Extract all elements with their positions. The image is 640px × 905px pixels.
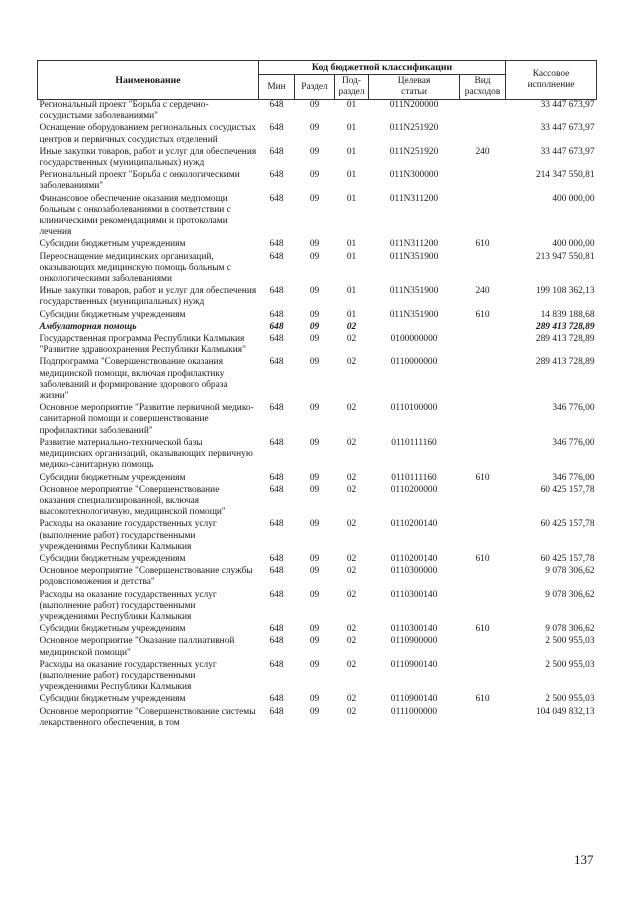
row-expense-type: [460, 438, 506, 473]
row-section: 09: [309, 286, 320, 297]
row-expense-type: 610: [475, 309, 490, 320]
header-name: Наименование: [38, 61, 259, 100]
row-expense-type: [460, 403, 506, 438]
row-target: 0110200140: [390, 519, 438, 530]
row-section: 09: [309, 100, 320, 110]
row-section: 09: [309, 589, 320, 600]
row-expense-type: 240: [475, 146, 490, 157]
row-subsection: 02: [346, 403, 357, 414]
header-subsection-text: Под- раздел: [338, 76, 365, 97]
table-row: [38, 322, 597, 334]
row-subsection: 01: [346, 146, 357, 157]
header-target: [369, 75, 460, 100]
table-header: [38, 61, 597, 100]
row-target: 0110200140: [390, 553, 438, 564]
row-amount: 289 413 728,89: [535, 321, 595, 332]
table-row: [38, 438, 597, 473]
row-target: 011N251920: [389, 123, 439, 134]
row-amount: 2 500 955,03: [545, 636, 595, 647]
row-min: 648: [269, 309, 284, 320]
row-section: 09: [309, 309, 320, 320]
row-name: Субсидии бюджетным учреждениям: [39, 624, 186, 635]
row-amount: 60 425 157,78: [540, 553, 595, 564]
row-target: [369, 322, 460, 334]
row-name: Амбулаторная помощь: [39, 321, 137, 332]
row-min: 648: [269, 403, 284, 414]
row-amount: 289 413 728,89: [535, 334, 595, 345]
row-target: 011N351900: [389, 286, 439, 297]
row-expense-type: [460, 252, 506, 287]
row-section: 09: [309, 566, 320, 577]
row-expense-type: 610: [475, 553, 490, 564]
row-subsection: 02: [346, 694, 357, 705]
row-min: 648: [269, 636, 284, 647]
row-name: Региональный проект "Борьба с онкологическими заболеваниями": [39, 170, 240, 192]
row-section: 09: [309, 636, 320, 647]
row-min: 648: [269, 357, 284, 368]
row-name: Расходы на оказание государственных услуг (выполнение работ) государственными учреждениями Республики Калмыкия: [39, 589, 217, 622]
row-target: 0110200000: [390, 484, 438, 495]
row-name: Подпрограмма "Совершенствование оказания медицинской помощи, включая профилактику заболеваний и формирование здорового образа жизни": [39, 357, 228, 402]
row-expense-type: 610: [475, 239, 490, 250]
row-name: Расходы на оказание государственных услуг (выполнение работ) государственными учреждениями Республики Калмыкия: [39, 519, 217, 552]
row-min: 648: [269, 566, 284, 577]
row-name: Переоснащение медицинских организаций, оказывающих медицинскую помощь больным с онкологическими заболеваниями: [39, 251, 231, 285]
row-section: 09: [309, 239, 320, 250]
row-expense-type: [460, 194, 506, 240]
row-amount: 346 776,00: [552, 403, 595, 414]
table-body: [38, 100, 597, 730]
row-expense-type: [460, 485, 506, 520]
row-subsection: 01: [346, 100, 357, 110]
row-expense-type: [460, 660, 506, 695]
row-min: 648: [269, 193, 284, 204]
row-expense-type: [460, 334, 506, 357]
row-section: 09: [309, 519, 320, 530]
row-target: 0110100000: [390, 403, 438, 414]
row-subsection: 02: [346, 659, 357, 670]
table-row: [38, 100, 597, 124]
header-cash: [506, 61, 597, 100]
row-min: 648: [269, 286, 284, 297]
row-target: 0110300000: [390, 566, 438, 577]
row-name: Субсидии бюджетным учреждениям: [39, 239, 186, 250]
row-amount: 104 049 832,13: [535, 706, 595, 717]
row-min: 648: [269, 146, 284, 157]
table-row: [38, 707, 597, 730]
row-target: 0110300140: [390, 589, 438, 600]
budget-table: [37, 60, 597, 730]
row-name: Основное мероприятие "Совершенствование оказания специализированной, включая высокотехнологичную, медицинской помощи": [39, 484, 226, 518]
row-min: 648: [269, 553, 284, 564]
row-section: 09: [309, 706, 320, 717]
table-row: [38, 147, 597, 170]
row-amount: 289 413 728,89: [535, 357, 595, 368]
row-section: 09: [309, 193, 320, 204]
header-subsection: [335, 75, 369, 100]
table-row: [38, 310, 597, 322]
table-row: [38, 403, 597, 438]
table-row: [38, 123, 597, 146]
row-section: 09: [309, 437, 320, 448]
row-min: 648: [269, 334, 284, 345]
row-min: 648: [269, 706, 284, 717]
row-expense-type: [460, 123, 506, 146]
row-target: 011N311200: [389, 193, 439, 204]
row-target: 0100000000: [390, 334, 438, 345]
row-subsection: 02: [346, 357, 357, 368]
header-target-text: Целевая статьи: [397, 76, 431, 97]
row-subsection: 02: [346, 321, 357, 332]
row-subsection: 02: [346, 706, 357, 717]
row-amount: 9 078 306,62: [545, 566, 595, 577]
row-name: Субсидии бюджетным учреждениям: [39, 472, 186, 483]
row-target: 0110900140: [390, 694, 438, 705]
row-expense-type: [460, 357, 506, 403]
table-row: [38, 194, 597, 240]
row-expense-type: 610: [475, 472, 490, 483]
row-section: 09: [309, 694, 320, 705]
table-row: [38, 473, 597, 485]
row-subsection: 02: [346, 624, 357, 635]
row-section: 09: [309, 624, 320, 635]
row-min: 648: [269, 100, 284, 110]
row-subsection: 02: [346, 484, 357, 495]
row-amount: 33 447 673,97: [540, 123, 595, 134]
row-min: 648: [269, 624, 284, 635]
row-amount: 14 839 188,68: [540, 309, 595, 320]
row-section: 09: [309, 321, 320, 332]
table-row: [38, 252, 597, 287]
row-expense-type: 240: [475, 286, 490, 297]
row-target: 0110111160: [391, 472, 437, 483]
row-section: 09: [309, 170, 320, 181]
table-row: [38, 239, 597, 251]
row-subsection: 01: [346, 123, 357, 134]
table-row: [38, 554, 597, 566]
row-expense-type: [460, 590, 506, 625]
row-name: Субсидии бюджетным учреждениям: [39, 553, 186, 564]
row-section: 09: [309, 123, 320, 134]
row-name: Субсидии бюджетным учреждениям: [39, 694, 186, 705]
row-amount: 33 447 673,97: [540, 146, 595, 157]
row-name: Основное мероприятие "Развитие первичной медико-санитарной помощи и совершенствование профилактики заболеваний": [39, 403, 254, 436]
row-amount: 214 347 550,81: [535, 170, 595, 181]
table-row: [38, 170, 597, 193]
row-expense-type: [460, 707, 506, 730]
row-target: 011N311200: [389, 239, 439, 250]
row-subsection: 02: [346, 334, 357, 345]
row-target: 0110111160: [391, 437, 437, 448]
row-amount: 400 000,00: [552, 239, 595, 250]
table-row: [38, 485, 597, 520]
row-section: 09: [309, 403, 320, 414]
header-cash-text: Кассовое исполнение: [527, 69, 575, 90]
row-min: 648: [269, 123, 284, 134]
row-amount: 346 776,00: [552, 472, 595, 483]
table-row: [38, 286, 597, 309]
row-min: 648: [269, 437, 284, 448]
table-row: [38, 519, 597, 554]
row-target: 0111000000: [390, 706, 438, 717]
table-row: [38, 636, 597, 659]
row-min: 648: [269, 659, 284, 670]
row-name: Развитие материально-технической базы медицинских организаций, оказывающих первичную медико-санитарную помощь: [39, 437, 253, 471]
row-section: 09: [309, 659, 320, 670]
row-expense-type: [460, 566, 506, 589]
row-name: Иные закупки товаров, работ и услуг для обеспечения государственных (муниципальных) нужд: [39, 286, 257, 308]
row-section: 09: [309, 334, 320, 345]
table-row: [38, 624, 597, 636]
row-name: Финансовое обеспечение оказания медпомощи больным с онкозаболеваниями в соответствии с клиническими рекомендациями и протоколами лечения: [39, 193, 231, 238]
row-min: 648: [269, 170, 284, 181]
table-row: [38, 566, 597, 589]
row-amount: 2 500 955,03: [545, 694, 595, 705]
row-name: Иные закупки товаров, работ и услуг для обеспечения государственных (муниципальных) нужд: [39, 146, 257, 169]
row-name: Основное мероприятие "Оказание паллиативной медицинской помощи": [39, 636, 235, 658]
row-subsection: 02: [346, 519, 357, 530]
table-row: [38, 357, 597, 403]
row-subsection: 02: [346, 636, 357, 647]
header-section: Раздел: [295, 75, 335, 100]
table-row: [38, 334, 597, 357]
row-target: 011N351900: [389, 309, 439, 320]
row-section: 09: [309, 251, 320, 262]
row-section: 09: [309, 553, 320, 564]
row-target: 011N200000: [389, 100, 439, 110]
row-expense-type: 610: [475, 624, 490, 635]
row-expense-type: [460, 519, 506, 554]
row-target: 011N351900: [389, 251, 439, 262]
row-expense-type: [460, 100, 506, 124]
row-subsection: 02: [346, 437, 357, 448]
row-target: 0110900000: [390, 636, 438, 647]
row-amount: 9 078 306,62: [545, 624, 595, 635]
row-name: Оснащение оборудованием региональных сосудистых центров и первичных сосудистых отделений: [39, 123, 256, 145]
row-amount: 33 447 673,97: [540, 100, 595, 110]
table-row: [38, 660, 597, 695]
row-target: 0110900140: [390, 659, 438, 670]
page-number: 137: [574, 852, 594, 867]
row-expense-type: [460, 636, 506, 659]
row-subsection: 01: [346, 251, 357, 262]
row-min: 648: [269, 484, 284, 495]
row-amount: 9 078 306,62: [545, 589, 595, 600]
row-name: Основное мероприятие "Совершенствование службы родовспоможения и детства": [39, 566, 253, 588]
row-name: Государственная программа Республики Калмыкия "Развитие здравоохранения Республики Калмыкия": [39, 334, 246, 356]
row-subsection: 01: [346, 309, 357, 320]
row-section: 09: [309, 472, 320, 483]
row-name: Региональный проект "Борьба с сердечно-сосудистыми заболеваниями": [39, 100, 209, 122]
row-target: 011N251920: [389, 146, 439, 157]
header-min: Мин: [259, 75, 295, 100]
row-amount: 213 947 550,81: [535, 251, 595, 262]
row-target: 0110300140: [390, 624, 438, 635]
row-min: 648: [269, 472, 284, 483]
row-amount: 346 776,00: [552, 437, 595, 448]
row-target: 0110000000: [390, 357, 438, 368]
row-min: 648: [269, 321, 284, 332]
row-subsection: 01: [346, 170, 357, 181]
row-min: 648: [269, 589, 284, 600]
row-amount: 2 500 955,03: [545, 659, 595, 670]
row-amount: 60 425 157,78: [540, 519, 595, 530]
row-subsection: 01: [346, 193, 357, 204]
table-row: [38, 590, 597, 625]
header-code-group: Код бюджетной классификации: [259, 61, 506, 75]
row-expense-type: [460, 170, 506, 193]
header-expense: [460, 75, 506, 100]
row-min: 648: [269, 694, 284, 705]
row-subsection: 02: [346, 553, 357, 564]
row-subsection: 02: [346, 472, 357, 483]
row-subsection: 02: [346, 589, 357, 600]
row-amount: 400 000,00: [552, 193, 595, 204]
header-expense-text: Вид расходов: [464, 76, 501, 97]
row-name: Основное мероприятие "Совершенствование системы лекарственного обеспечения, в том: [39, 706, 256, 728]
row-name: Расходы на оказание государственных услуг (выполнение работ) государственными учреждениями Республики Калмыкия: [39, 659, 217, 693]
row-min: 648: [269, 519, 284, 530]
row-min: 648: [269, 251, 284, 262]
table-row: [38, 694, 597, 706]
row-subsection: 01: [346, 239, 357, 250]
row-expense-type: 610: [475, 694, 490, 705]
row-section: 09: [309, 146, 320, 157]
row-amount: 199 108 362,13: [535, 286, 595, 297]
row-section: 09: [309, 484, 320, 495]
row-subsection: 02: [346, 566, 357, 577]
row-expense-type: [460, 322, 506, 334]
row-min: 648: [269, 239, 284, 250]
row-target: 011N300000: [389, 170, 439, 181]
row-subsection: 01: [346, 286, 357, 297]
row-section: 09: [309, 357, 320, 368]
row-amount: 60 425 157,78: [540, 484, 595, 495]
row-name: Субсидии бюджетным учреждениям: [39, 309, 186, 320]
